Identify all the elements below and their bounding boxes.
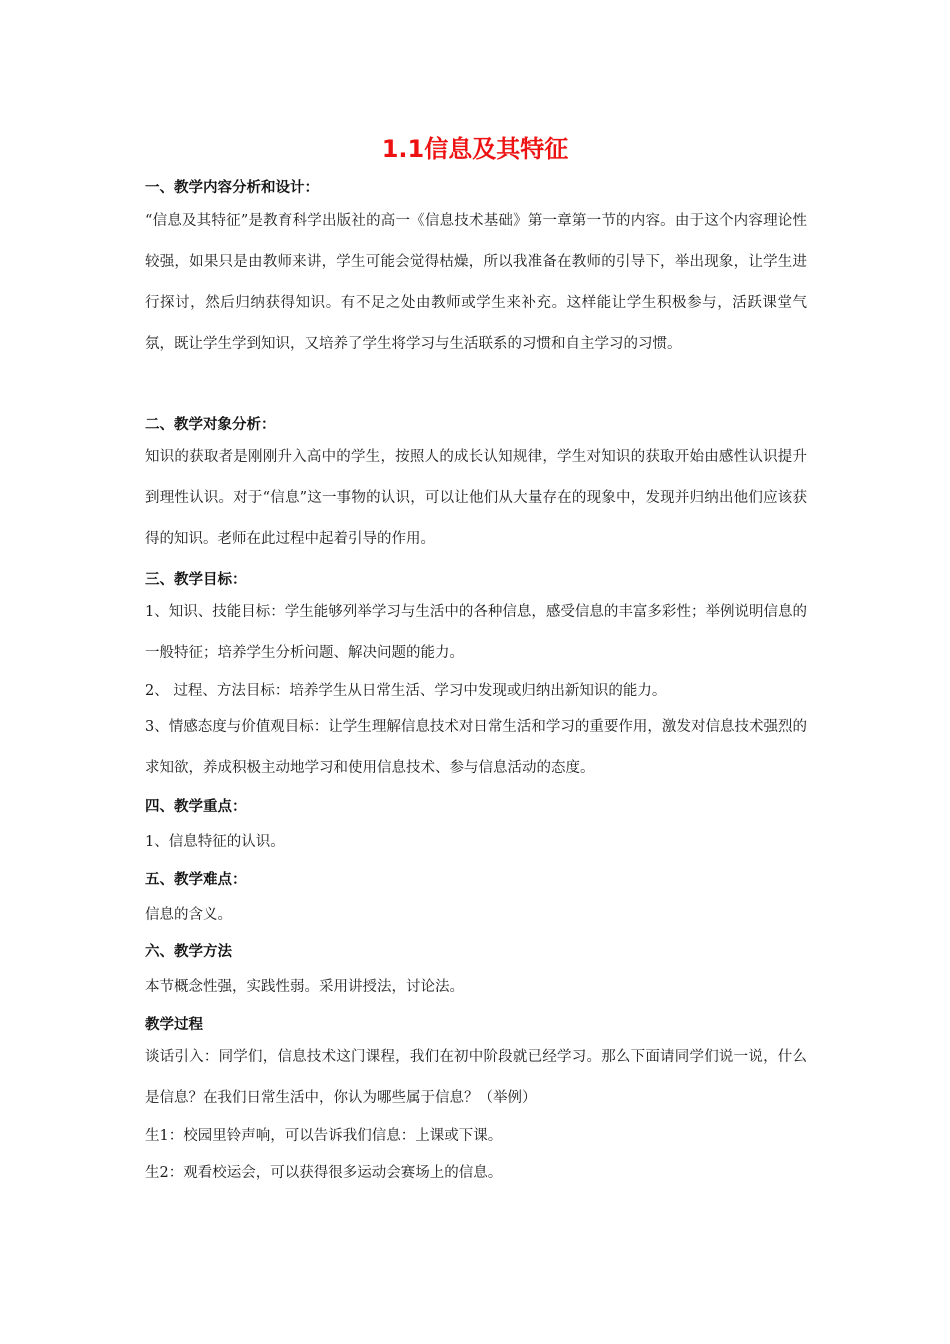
section-heading-content-analysis: 一、教学内容分析和设计：: [145, 180, 319, 196]
goal-item-attitude-values: 3、情感态度与价值观目标：让学生理解信息技术对日常生活和学习的重要作用，激发对信息技术强烈的求知欲，养成积极主动地学习和使用信息技术、参与信息活动的态度。: [145, 719, 807, 776]
section-heading-teaching-goals: 三、教学目标：: [145, 572, 247, 588]
section-heading-student-analysis: 二、教学对象分析：: [145, 417, 276, 433]
goal-item-knowledge-skills: 1、知识、技能目标：学生能够列举学习与生活中的各种信息，感受信息的丰富多彩性；举例说明信息的一般特征；培养学生分析问题、解决问题的能力。: [145, 604, 807, 661]
goal-item-process-method: 2、 过程、方法目标：培养学生从日常生活、学习中发现或归纳出新知识的能力。: [145, 683, 667, 699]
section-heading-key-points: 四、教学重点：: [145, 799, 247, 815]
paragraph-methods: 本节概念性强，实践性弱。采用讲授法，讨论法。: [145, 979, 464, 995]
paragraph-student-analysis: 知识的获取者是刚刚升入高中的学生，按照人的成长认知规律，学生对知识的获取开始由感性认识提升到理性认识。对于“信息”这一事物的认识，可以让他们从大量存在的现象中，发现并归纳出他们应该获得的知识。老师在此过程中起着引导的作用。: [145, 449, 807, 547]
paragraph-difficulties: 信息的含义。: [145, 907, 232, 923]
section-heading-difficulties: 五、教学难点：: [145, 872, 247, 888]
paragraph-content-analysis: “信息及其特征”是教育科学出版社的高一《信息技术基础》第一章第一节的内容。由于这个内容理论性较强，如果只是由教师来讲，学生可能会觉得枯燥，所以我准备在教师的引导下，举出现象，让学生进行探讨，然后归纳获得知识。有不足之处由教师或学生来补充。这样能让学生积极参与，活跃课堂气氛，既让学生学到知识，又培养了学生将学习与生活联系的习惯和自主学习的习惯。: [145, 213, 807, 352]
document-title: 1.1信息及其特征: [381, 135, 569, 163]
paragraph-student-2: 生2：观看校运会，可以获得很多运动会赛场上的信息。: [145, 1165, 503, 1181]
paragraph-student-1: 生1：校园里铃声响，可以告诉我们信息：上课或下课。: [145, 1128, 503, 1144]
section-heading-methods: 六、教学方法: [145, 944, 232, 960]
paragraph-key-points: 1、信息特征的认识。: [145, 834, 285, 850]
paragraph-process-intro: 谈话引入：同学们，信息技术这门课程，我们在初中阶段就已经学习。那么下面请同学们说一说，什么是信息？在我们日常生活中，你认为哪些属于信息？（举例）: [145, 1049, 807, 1106]
section-heading-process: 教学过程: [145, 1017, 203, 1033]
